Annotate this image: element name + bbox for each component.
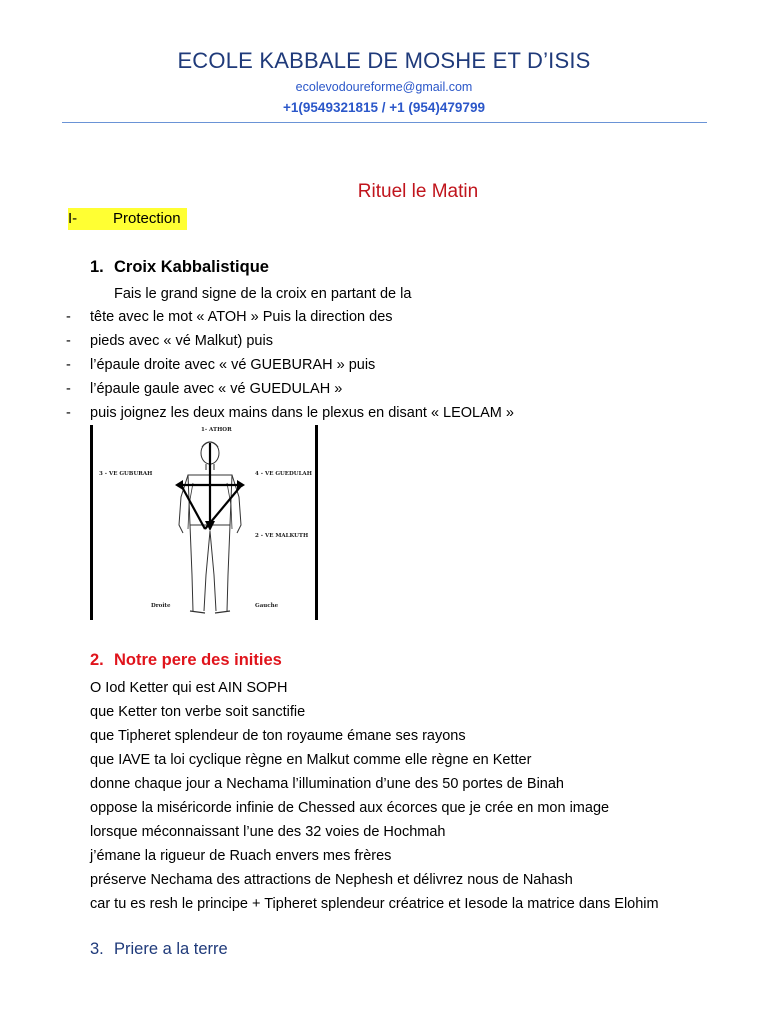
section-label: Protection xyxy=(113,210,181,227)
subsection-title: Croix Kabbalistique xyxy=(114,258,269,276)
figure-label-guburah: 3 - VE GUBURAH xyxy=(99,471,153,477)
figure-label-malkuth: 2 - VE MALKUTH xyxy=(255,533,309,539)
prayer-line: donne chaque jour a Nechama l’illumination d’une des 50 portes de Binah xyxy=(90,776,564,792)
prayer-line: que Tipheret splendeur de ton royaume émane ses rayons xyxy=(90,728,466,744)
header-phone: +1(9549321815 / +1 (954)479799 xyxy=(283,100,485,115)
prayer-line: car tu es resh le principe + Tipheret splendeur créatrice et Iesode la matrice dans Elohim xyxy=(90,896,659,912)
subsection-heading-priere xyxy=(90,940,228,959)
croix-intro: Fais le grand signe de la croix en partant de la xyxy=(114,286,412,302)
subsection-heading-croix xyxy=(90,258,269,277)
bullet-text: l’épaule gaule avec « vé GUEDULAH » xyxy=(90,381,343,397)
prayer-line: que IAVE ta loi cyclique règne en Malkut comme elle règne en Ketter xyxy=(90,752,532,768)
subsection-number: 2. xyxy=(90,651,104,669)
bullet-marker: - xyxy=(66,309,71,325)
figure-label-guedulah: 4 - VE GUEDULAH xyxy=(255,471,312,477)
bullet-text: puis joignez les deux mains dans le plexus en disant « LEOLAM » xyxy=(90,405,514,421)
bullet-marker: - xyxy=(66,333,71,349)
header-divider xyxy=(62,122,707,123)
figure-label-gauche: Gauche xyxy=(255,603,279,609)
bullet-marker: - xyxy=(66,405,71,421)
prayer-line: que Ketter ton verbe soit sanctifie xyxy=(90,704,306,720)
bullet-marker: - xyxy=(66,357,71,373)
subsection-title: Notre pere des inities xyxy=(114,651,282,669)
prayer-line: oppose la miséricorde infinie de Chessed aux écorces que je crée en mon image xyxy=(90,800,610,816)
prayer-line: O Iod Ketter qui est AIN SOPH xyxy=(90,680,288,696)
section-number: I- xyxy=(68,210,78,227)
human-figure-illustration xyxy=(93,425,315,620)
subsection-heading-notre-pere xyxy=(90,651,282,670)
header-title: ECOLE KABBALE DE MOSHE ET D’ISIS xyxy=(177,48,591,73)
prayer-line: préserve Nechama des attractions de Nephesh et délivrez nous de Nahash xyxy=(90,872,573,888)
subsection-title: Priere a la terre xyxy=(114,940,228,958)
figure-label-droite: Droite xyxy=(151,603,171,609)
header-email[interactable]: ecolevodoureforme@gmail.com xyxy=(295,80,473,94)
bullet-text: pieds avec « vé Malkut) puis xyxy=(90,333,273,349)
section-protection-heading xyxy=(68,208,187,230)
bullet-marker: - xyxy=(66,381,71,397)
kabbalistic-cross-figure xyxy=(90,425,318,620)
subsection-number: 1. xyxy=(90,258,104,276)
bullet-text: l’épaule droite avec « vé GUEBURAH » puis xyxy=(90,357,376,373)
figure-label-athor: 1- ATHOR xyxy=(201,427,232,433)
document-title: Rituel le Matin xyxy=(357,181,479,202)
prayer-line: lorsque méconnaissant l’une des 32 voies de Hochmah xyxy=(90,824,446,840)
bullet-text: tête avec le mot « ATOH » Puis la direction des xyxy=(90,309,393,325)
prayer-line: j’émane la rigueur de Ruach envers mes frères xyxy=(90,848,392,864)
subsection-number: 3. xyxy=(90,940,104,958)
